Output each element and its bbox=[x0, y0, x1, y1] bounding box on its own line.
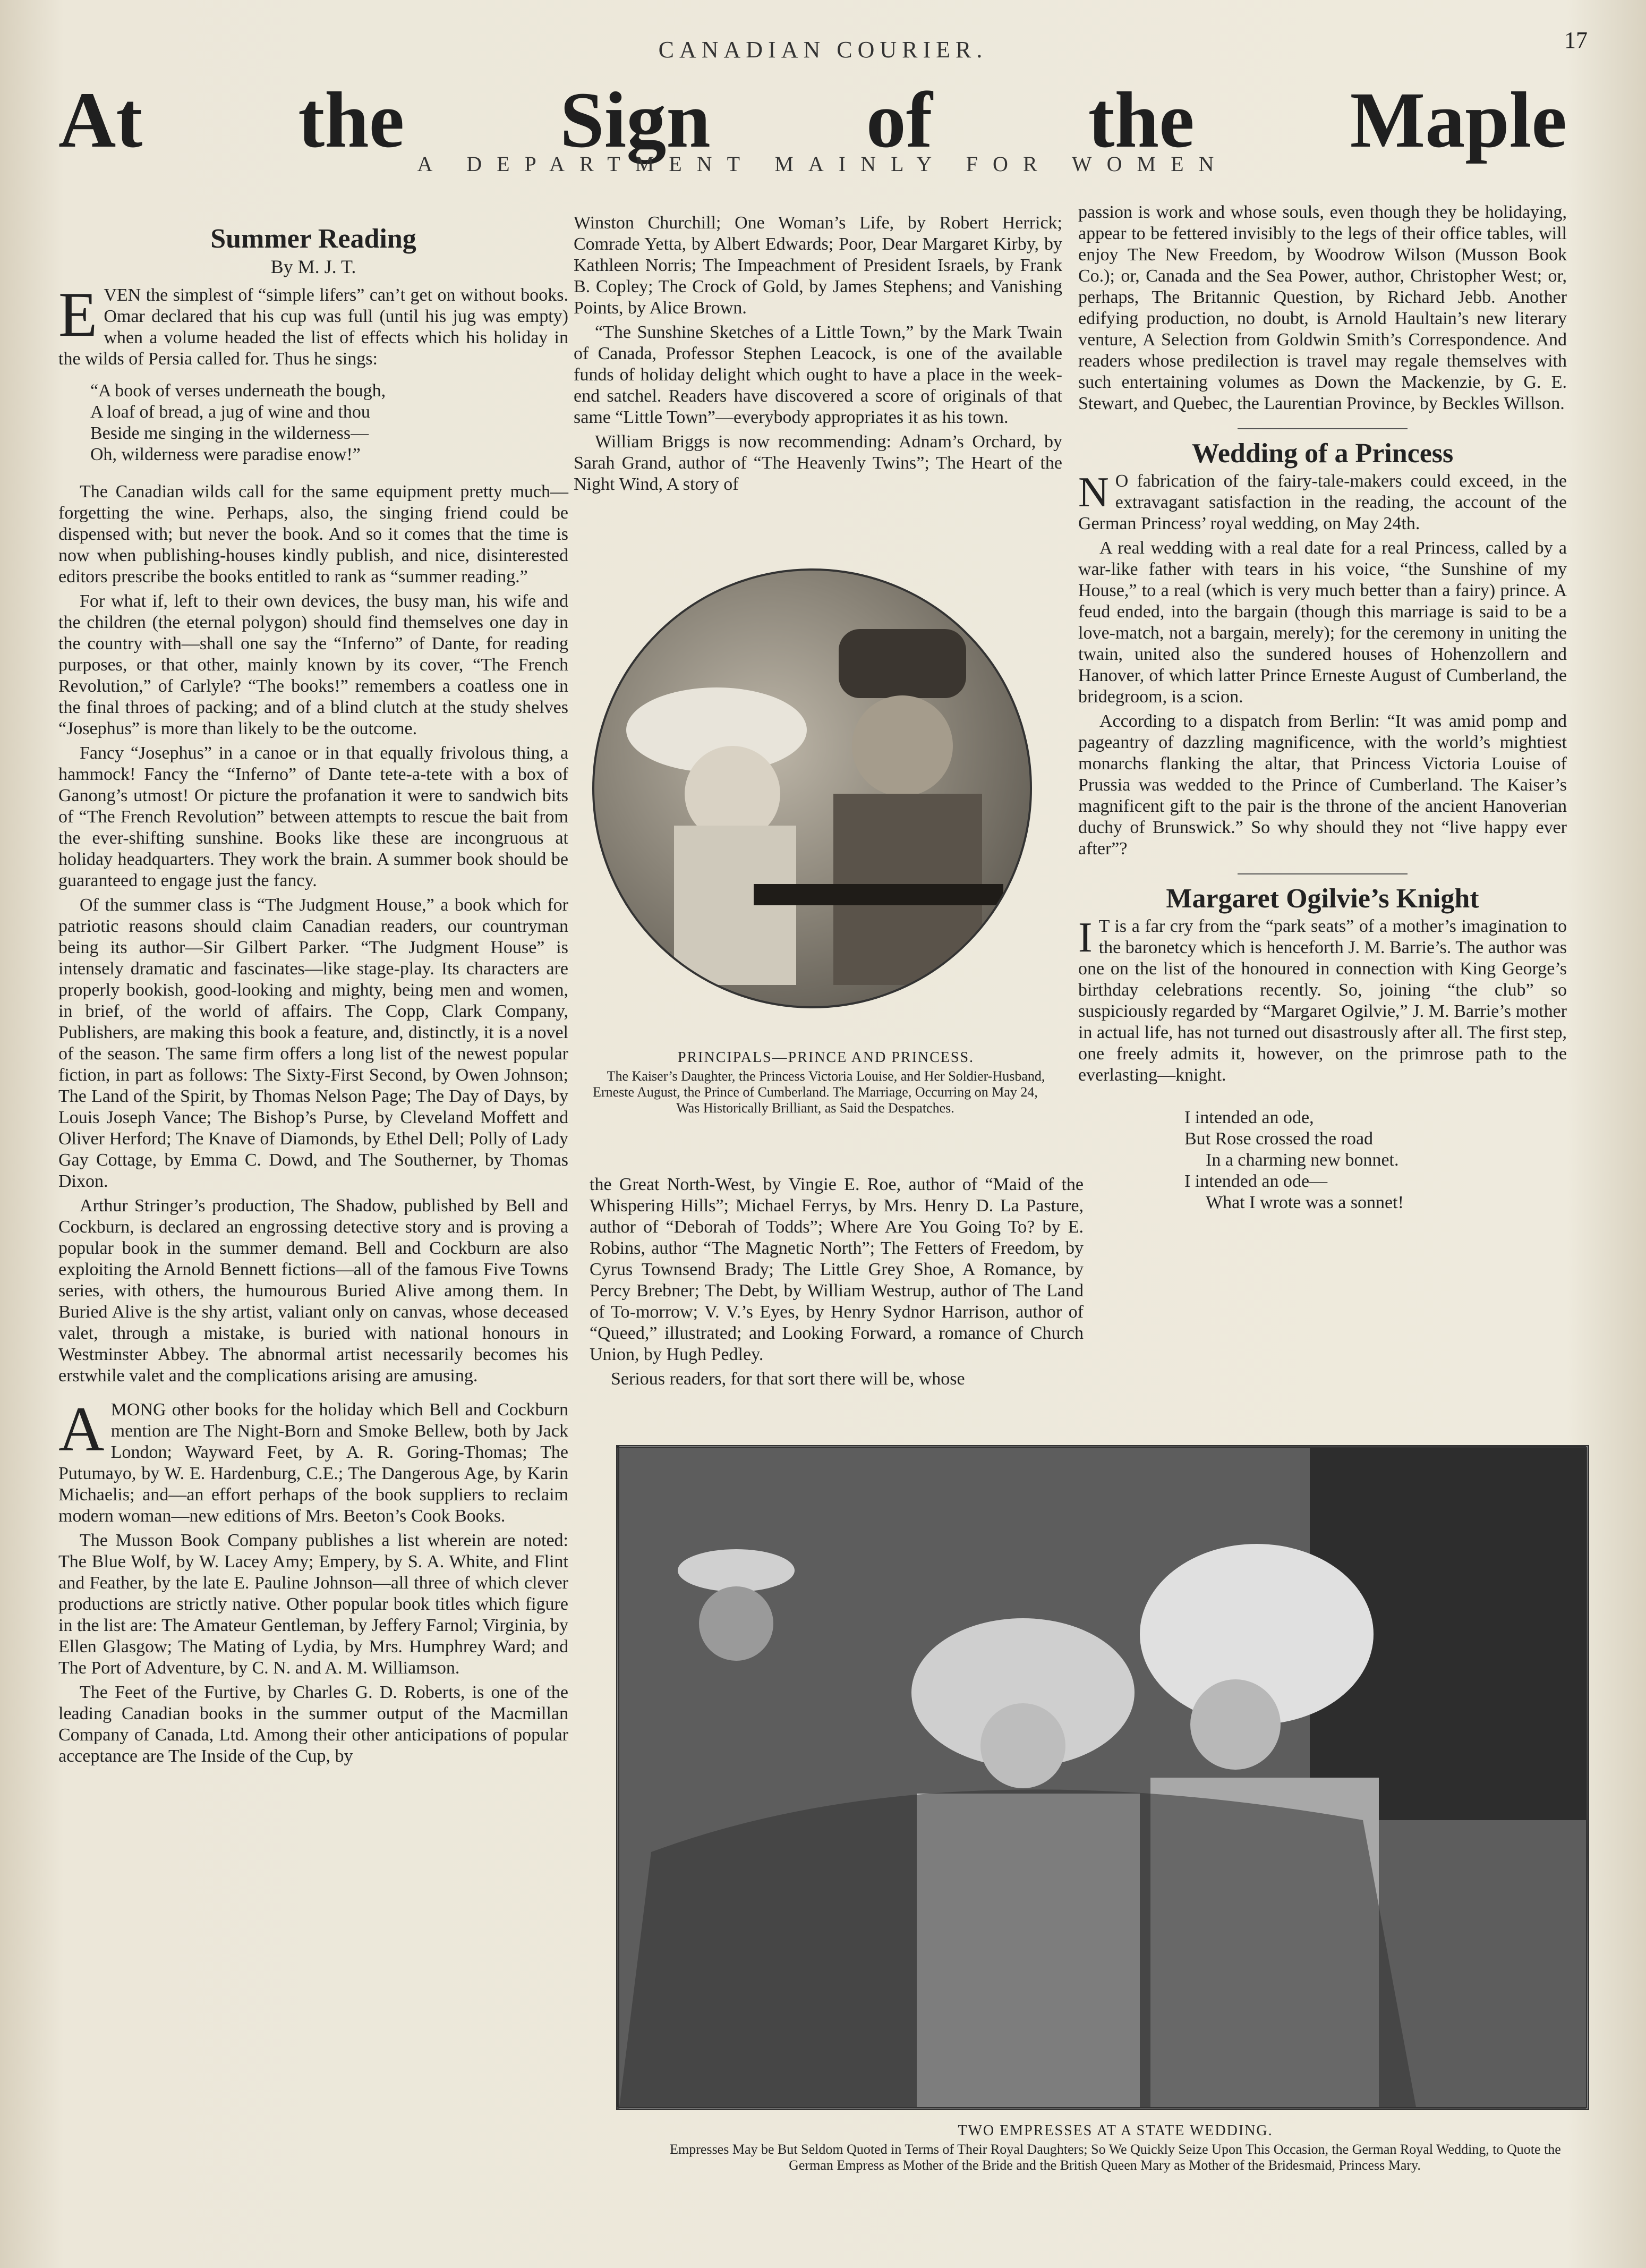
column-middle bbox=[574, 213, 1062, 498]
paragraph: passion is work and whose souls, even though they be holidaying, appear to be fettered invisibly to the legs of their office tables, will enjoy The New Freedom, by Woodrow Wilson (Musson Book Co.); or, Canada and the Sea Power, author, Christopher West; or, perhaps, The Britannic Question, by Richard Jebb. Another edifying production, no doubt, is Arnold Haultain’s new literary venture, A Selection from Goldwin Smith’s Correspondence. And readers whose predilection is travel may regale themselves with such entertaining volumes as Down the Mackenzie, by G. E. Stewart, and Quebec, the Laurentian Province, by Beckles Willson. bbox=[1078, 202, 1567, 413]
paragraph bbox=[58, 1394, 568, 1527]
paragraph: The Canadian wilds call for the same equipment pretty much—forgetting the wine. Perhaps, also, the singing friend could be dispensed with; but never the book. And so it comes that the time is now when publishing-houses kindly publish, and nice, disinterested editors prescribe the books entitled to rank as “summer reading.” bbox=[58, 482, 568, 587]
photo-prince-and-princess bbox=[592, 568, 1032, 1008]
verse-line: What I wrote was a sonnet! bbox=[1206, 1193, 1404, 1212]
verse-line: Beside me singing in the wilderness— bbox=[90, 423, 369, 443]
divider bbox=[1238, 873, 1408, 874]
verse-line: A loaf of bread, a jug of wine and thou bbox=[90, 402, 370, 422]
paragraph bbox=[1078, 916, 1567, 1086]
paragraph-text: MONG other books for the holiday which Bell and Cockburn mention are The Night-Born and Smoke Bellew, both by Jack London; Wayward Feet, by A. R. Goring-Thomas; The Putumayo, by W. E. Hardenburg, C.E.; The Dangerous Age, by Karin Michaelis; and—an effort perhaps of the book suppliers to reclaim modern woman—new editions of Mrs. Beeton’s Cook Books. bbox=[58, 1400, 568, 1526]
drop-cap: N bbox=[1078, 469, 1109, 516]
drop-cap: E bbox=[58, 279, 98, 350]
paragraph: Winston Churchill; One Woman’s Life, by Robert Herrick; Comrade Yetta, by Albert Edwards; Poor, Dear Margaret Kirby, by Kathleen Norris; The Impeachment of President Israels, by Frank B. Copley; The Crock of Gold, by James Stephens; and Vanishing Points, by Alice Brown. bbox=[574, 213, 1062, 318]
photo-caption bbox=[584, 1049, 1046, 1116]
masthead-subtitle: A DEPARTMENT MAINLY FOR WOMEN bbox=[417, 152, 1229, 176]
article-heading: Margaret Ogilvie’s Knight bbox=[1166, 884, 1479, 914]
paragraph-text: O fabrication of the fairy-tale-makers could exceed, in the extravagant satisfaction in the reading, the account of the German Princess’ royal wedding, on May 24th. bbox=[1078, 471, 1567, 533]
paragraph: the Great North-West, by Vingie E. Roe, author of “Maid of the Whispering Hills”; Michael Ferrys, by Mrs. Henry D. La Pasture, author of “Deborah of Todds”; Where Are You Going To? by E. Robins, author “The Magnetic North”; The Fetters of Freedom, by Cyrus Townsend Brady; The Little Grey Shoe, A Romance, by Percy Brebner; The Debt, by William Westrup, author of The Land of To-morrow; V. V.’s Eyes, by Henry Sydnor Harrison, author of “Queed,” illustrated; and Looking Forward, a romance of Church Union, by Hugh Pedley. bbox=[590, 1175, 1084, 1364]
verse-line: In a charming new bonnet. bbox=[1206, 1150, 1399, 1170]
photo-two-empresses bbox=[616, 1445, 1589, 2110]
caption-text: Empresses May be But Seldom Quoted in Terms of Their Royal Daughters; So We Quickly Seize Upon This Occasion, the German Royal Wedding, to Quote the German Empress as Mother of the Bride and the British Queen Mary as Mother of the Bridesmaid, Princess Mary. bbox=[670, 2142, 1561, 2173]
column-left bbox=[58, 224, 568, 1770]
drop-cap: I bbox=[1078, 914, 1093, 961]
caption-text: The Kaiser’s Daughter, the Princess Victoria Louise, and Her Soldier-Husband, Erneste August, the Prince of Cumberland. The Marriage, Occurring on May 24, Was Historically Brilliant, as Said the Despatches. bbox=[593, 1068, 1045, 1116]
verse-line: I intended an ode— bbox=[1184, 1171, 1328, 1191]
caption-title: TWO EMPRESSES AT A STATE WEDDING. bbox=[958, 2122, 1273, 2139]
paragraph: For what if, left to their own devices, the busy man, his wife and the children (the eternal polygon) should find themselves one day in the country with—shall one say the “Inferno” of Dante, for reading purposes, or that other, mainly known by its cover, “The French Revolution,” of Carlyle? “The books!” remembers a coatless one in the final throes of packing; and of a blind clutch at the study shelves “Josephus” is more than likely to be the outcome. bbox=[58, 591, 568, 738]
paragraph: “The Sunshine Sketches of a Little Town,” by the Mark Twain of Canada, Professor Stephen Leacock, is one of the available funds of holiday delight which ought to have a place in the week-end satchel. Readers have discovered a score of originals of that same “Little Town”—everybody appropriates it as his town. bbox=[574, 322, 1062, 427]
title-word: of bbox=[866, 76, 933, 164]
title-word: the bbox=[1088, 76, 1195, 164]
verse bbox=[90, 380, 568, 465]
page-number: 17 bbox=[1564, 27, 1588, 53]
paragraph-text: T is a far cry from the “park seats” of a mother’s imagination to the baronetcy which is henceforth J. M. Barrie’s. The author was one on the list of the honoured in connection with King George’s birthday celebrations recently. So, joining “the club” so suspiciously regarded by “Margaret Ogilvie,” J. M. Barrie’s mother in actual life, has not turned out disastrously after all. The first step, one freely admits it, however, on the primrose path to the everlasting—knight. bbox=[1078, 916, 1567, 1085]
running-header: CANADIAN COURIER. bbox=[658, 37, 988, 63]
paragraph: The Feet of the Furtive, by Charles G. D. Roberts, is one of the leading Canadian books in the summer output of the Macmillan Company of Canada, Ltd. Among their other anticipations of popular acceptance are The Inside of the Cup, by bbox=[58, 1683, 568, 1766]
paragraph: William Briggs is now recommending: Adnam’s Orchard, by Sarah Grand, author of “The Heavenly Twins”; The Heart of the Night Wind, A story of bbox=[574, 432, 1062, 494]
column-right bbox=[1078, 202, 1567, 1229]
paragraph bbox=[1078, 471, 1567, 534]
article-heading: Summer Reading bbox=[210, 224, 416, 254]
photo-caption bbox=[627, 2122, 1583, 2173]
paragraph: According to a dispatch from Berlin: “It was amid pomp and pageantry of dazzling magnificence, with the world’s mightiest monarchs flanking the altar, that Princess Victoria Louise of Prussia was wedded to the Prince of Cumberland. The Kaiser’s magnificent gift to the pair is the throne of the ancient Hanoverian duchy of Brunswick.” So why should they not “live happy ever after”? bbox=[1078, 711, 1567, 859]
verse-line: But Rose crossed the road bbox=[1184, 1129, 1374, 1149]
paragraph: Fancy “Josephus” in a canoe or in that equally frivolous thing, a hammock! Fancy the “Inferno” of Dante tete-a-tete with a box of Ganong’s utmost! Or picture the profanation it were to sandwich bits of “The French Revolution” between attempts to rescue the bait from the ever-shifting sunshine. Books like these are incongruous at holiday headquarters. They work the brain. A summer book should be guaranteed to engage just the fancy. bbox=[58, 743, 568, 890]
paragraph: Arthur Stringer’s production, The Shadow, published by Bell and Cockburn, is declared an engrossing detective story and is proving a popular book in the summer demand. Bell and Cockburn are also exploiting the Arnold Bennett fictions—all of the famous Five Towns series, with others, the humourous Buried Alive among them. In Buried Alive is the shy artist, valiant only on canvas, whose deceased valet, through a mistake, is buried with national honours in Westminster Abbey. The abnormal artist necessarily becomes his erstwhile valet and the complications arising are amusing. bbox=[58, 1196, 568, 1386]
photo-illustration bbox=[594, 571, 1030, 1006]
paragraph: A real wedding with a real date for a real Princess, called by a war-like father with tears in his voice, “the Sunshine of my House,” to a real (which is very much better than a fairy) prince. A feud ended, into the bargain (though this marriage is said to be a love-match, not a bargain, merely); for the ceremony in uniting the twain, united also the sundered houses of Hohenzollern and Hanover, of which latter Prince Erneste August of Cumberland, the bridegroom, is a scion. bbox=[1078, 538, 1567, 707]
verse bbox=[1184, 1107, 1567, 1213]
verse-line: Oh, wilderness were paradise enow!” bbox=[90, 445, 361, 464]
verse-line: “A book of verses underneath the bough, bbox=[90, 381, 386, 401]
drop-cap: A bbox=[58, 1394, 105, 1464]
paragraph: The Musson Book Company publishes a list wherein are noted: The Blue Wolf, by W. Lacey Amy; Empery, by S. A. White, and Flint and Feather, by the late E. Pauline Johnson—all three of which clever productions are strictly native. Other popular book titles which figure in the list are: The Amateur Gentleman, by Jeffery Farnol; Virginia, by Ellen Glasgow; The Mating of Lydia, by Mrs. Humphrey Ward; and The Port of Adventure, by C. N. and A. M. Williamson. bbox=[58, 1531, 568, 1678]
verse-line: I intended an ode, bbox=[1184, 1108, 1314, 1127]
title-word: the bbox=[298, 76, 405, 164]
paragraph: Of the summer class is “The Judgment House,” a book which for patriotic reasons should claim Canadian readers, our countryman being its author—Sir Gilbert Parker. “The Judgment House” is intensely dramatic and fascinates—like stage-play. Its characters are properly bookish, good-looking and mighty, being men and women, in brief, of the world of affairs. The Copp, Clark Company, Publishers, are making this book a feature, and, distinctly, it is a novel of the season. The same firm offers a long list of the newest popular fiction, in part as follows: The Sixty-First Second, by Owen Johnson; The Land of the Spirit, by Thomas Nelson Page; The Day of Days, by Louis Joseph Vance; The Bishop’s Purse, by Cleveland Moffett and Oliver Herford; The Knave of Diamonds, by Ethel Dell; Polly of Lady Gay Cottage, by Emma C. Dowd, and The Southerner, by Thomas Dixon. bbox=[58, 895, 568, 1191]
title-word: Sign bbox=[560, 76, 711, 164]
divider bbox=[1238, 428, 1408, 429]
byline: By M. J. T. bbox=[270, 256, 356, 277]
caption-title: PRINCIPALS—PRINCE AND PRINCESS. bbox=[677, 1049, 975, 1066]
paragraph-text: VEN the simplest of “simple lifers” can’t get on without books. Omar declared that his cup was full (until his jug was empty) when a volume headed the list of effects which his holiday in the wilds of Persia called for. Thus he sings: bbox=[58, 285, 568, 369]
paragraph: Serious readers, for that sort there will be, whose bbox=[611, 1369, 965, 1389]
title-word: At bbox=[58, 76, 143, 164]
photo-illustration bbox=[619, 1448, 1586, 2107]
title-word: Maple bbox=[1350, 76, 1567, 164]
article-heading: Wedding of a Princess bbox=[1191, 438, 1454, 469]
column-middle-continued bbox=[590, 1174, 1084, 1393]
paragraph bbox=[58, 279, 568, 370]
